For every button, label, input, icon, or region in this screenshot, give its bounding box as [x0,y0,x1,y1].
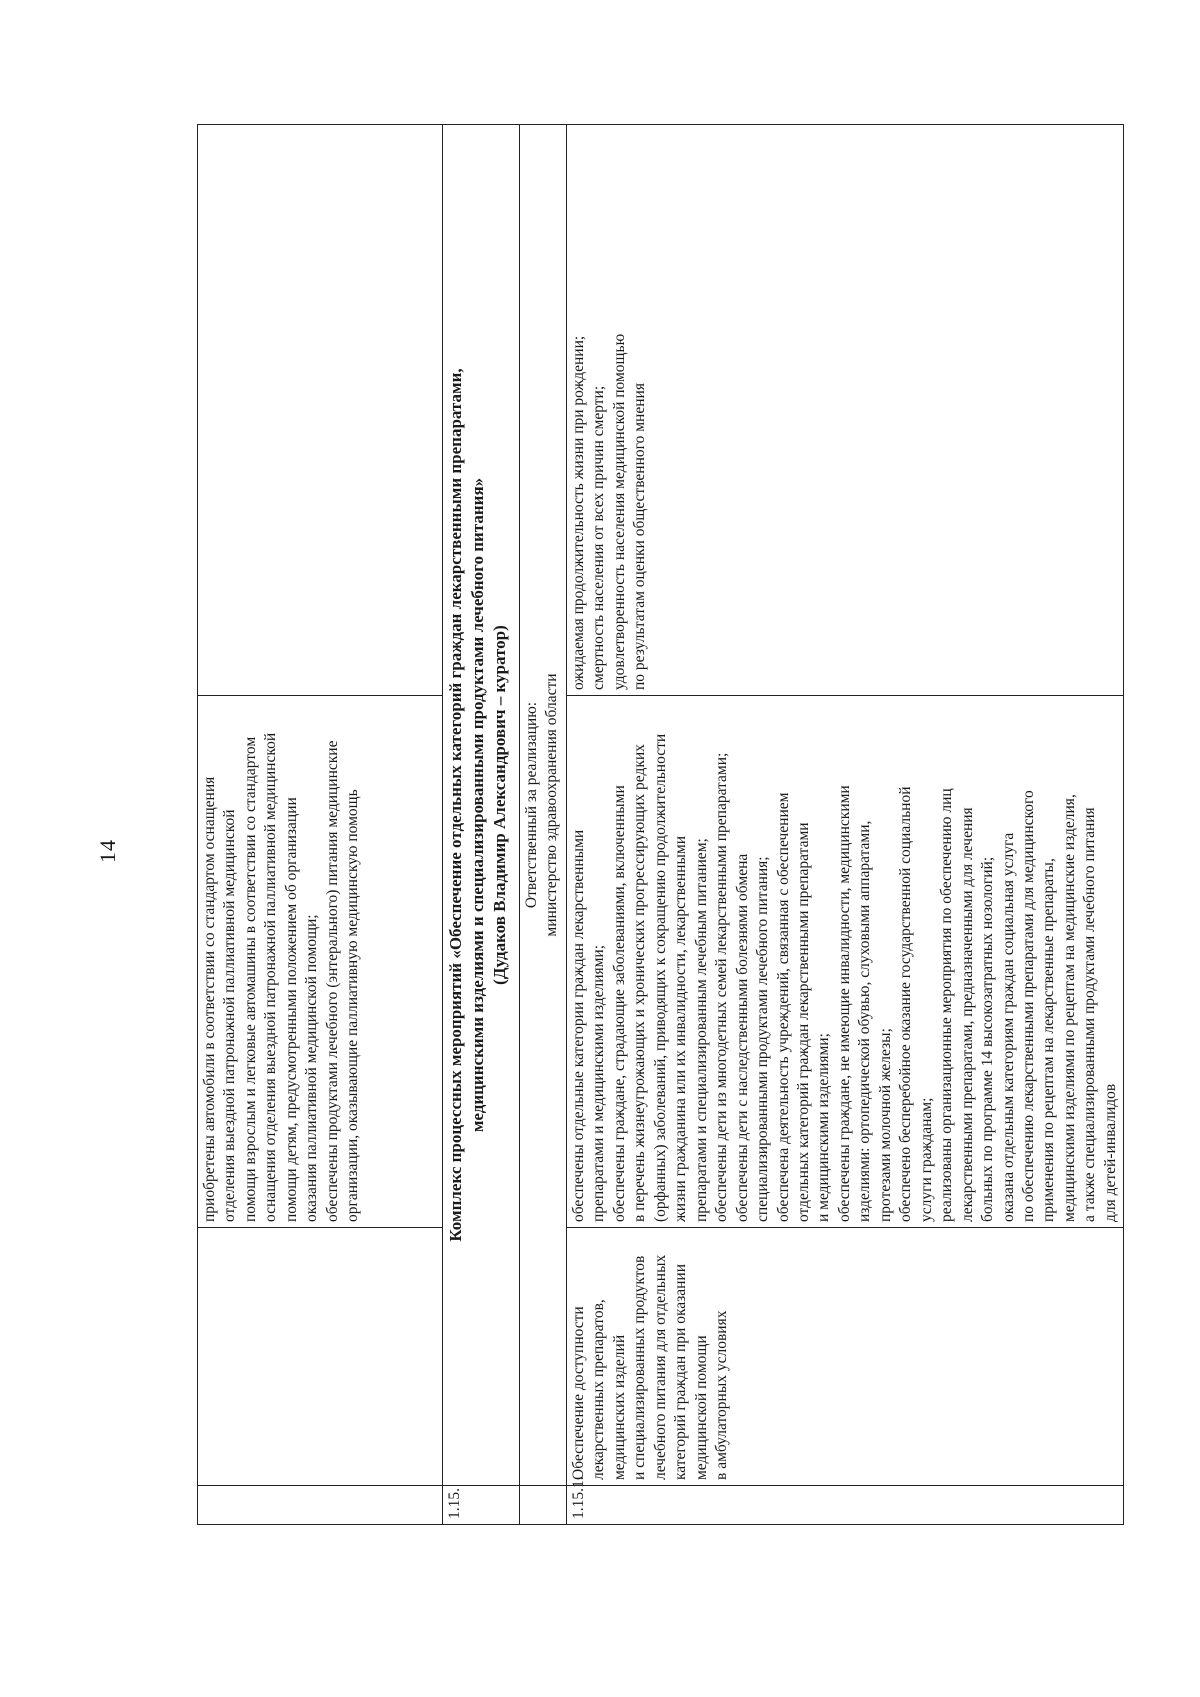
task-indicator-line: удовлетворенность населения медицинской помощью [610,333,628,690]
task-name-line: медицинских изделий [610,1334,628,1480]
task-result-line: отдельных категорий граждан лекарственными препаратами [794,822,812,1222]
continued-indicators-cell [198,125,443,696]
continued-name-cell [198,1228,443,1486]
task-result-line: протезами молочной железы; [876,1028,894,1222]
task-name-line: категорий граждан при оказании [672,1263,690,1480]
responsible-value: министерство здравоохранения области [543,673,561,937]
task-result-line: специализированными продуктами лечебного питания; [754,856,772,1222]
task-name-line: Обеспечение доступности [570,1306,587,1480]
responsible-cell [520,125,567,1486]
section-curator-line: (Дудаков Владимир Александрович – куратор) [490,625,510,985]
task-result-line: и медицинскими изделиями; [815,1033,833,1222]
task-result-line: больных по программе 14 высокозатратных нозологий; [979,856,997,1222]
continued-row [198,125,443,1525]
responsible-row [520,125,567,1525]
task-indicator-line: смертность населения от всех причин смерти; [590,385,608,690]
task-result-line: обеспечены граждане, страдающие заболеваниями, включенными [610,785,628,1222]
task-name-line: лечебного питания для отдельных [651,1254,669,1480]
task-number: 1.15.1. [567,1486,1124,1525]
task-result-line: а также специализированными продуктами лечебного питания [1081,807,1099,1222]
section-row [443,125,520,1525]
section-title-line: медицинскими изделиями и специализированными продуктами лечебного питания» [468,477,488,1133]
task-name-line: медицинской помощи [692,1335,710,1480]
task-result-line: (орфанных) заболеваний, приводящих к сокращению продолжительности [651,733,669,1222]
task-result-line: обеспечены дети из многодетных семей лекарственными препаратами; [713,752,731,1222]
task-result-line: обеспечены дети с наследственными болезнями обмена [733,853,751,1222]
task-result-line: в перечень жизнеугрожающих и хронических прогрессирующих редких [631,744,649,1222]
task-indicators-cell [567,125,1124,696]
task-row [567,125,1124,1525]
task-result-line: оказана отдельным категориям граждан социальная услуга [999,832,1017,1222]
task-result-line: обеспечены отдельные категории граждан лекарственными [570,829,587,1222]
continued-results-cell [198,696,443,1228]
task-result-line: обеспечена деятельность учреждений, связанная с обеспечением [774,792,792,1222]
task-result-line: изделиями: ортопедической обувью, слуховыми аппаратами, [856,820,874,1222]
task-result-line: реализованы организационные мероприятия по обеспечению лиц [938,788,956,1222]
responsible-label: Ответственный за реализацию: [523,701,540,909]
task-name-cell [567,1228,1124,1486]
task-result-line: для детей-инвалидов [1101,1083,1119,1222]
continued-result-line: отделения выездной патронажной паллиативной медицинской [221,809,239,1222]
continued-number-cell [198,1486,443,1525]
section-title-line: Комплекс процессных мероприятий «Обеспечение отдельных категорий граждан лекарственными препаратами, [446,368,465,1242]
task-result-line: применения по рецептам на лекарственные препараты, [1040,858,1058,1222]
task-result-line: услуги гражданам; [917,1097,935,1222]
task-name-line: и специализированных продуктов [631,1255,649,1480]
continued-result-line: организации, оказывающие паллиативную медицинскую помощь [344,789,362,1222]
task-result-line: обеспечено бесперебойное оказание государственной социальной [897,786,915,1222]
continued-result-line: помощи взрослым и легковые автомашины в соответствии со стандартом [241,736,259,1222]
task-result-line: обеспечены граждане, не имеющие инвалидности, медицинскими [835,785,853,1222]
continued-result-line: приобретены автомобили в соответствии со стандартом оснащения [201,776,218,1222]
task-result-line: жизни гражданина или их инвалидности, лекарственными [672,836,690,1222]
section-number: 1.15. [443,1486,520,1525]
responsible-number-cell [520,1486,567,1525]
task-result-line: медицинскими изделиями по рецептам на медицинские изделия, [1060,794,1078,1222]
continued-result-line: оснащения отделения выездной патронажной паллиативной медицинской [262,732,280,1222]
continued-result-line: оказания паллиативной медицинской помощи; [303,914,321,1222]
continued-result-line: помощи детям, предусмотренными положением об организации [282,797,300,1222]
task-result-line: лекарственными препаратами, предназначенными для лечения [958,807,976,1222]
task-results-cell [567,696,1124,1228]
task-name-line: лекарственных препаратов, [590,1299,608,1480]
continued-result-line: обеспечены продуктами лечебного (энтерального) питания медицинские [323,740,341,1222]
task-result-line: препаратами и специализированным лечебным питанием; [692,838,710,1222]
page-number: 14 [95,839,120,863]
measures-table [197,124,1124,1525]
task-name-line: в амбулаторных условиях [713,1310,731,1480]
task-indicator-line: ожидаемая продолжительность жизни при рождении; [570,335,587,690]
task-result-line: препаратами и медицинскими изделиями; [590,944,608,1222]
section-title [443,125,520,1486]
rotated-table-wrapper [197,125,1119,1525]
task-result-line: по обеспечению лекарственными препаратами для медицинского [1019,790,1037,1222]
task-indicator-line: по результатам оценки общественного мнения [631,383,649,690]
